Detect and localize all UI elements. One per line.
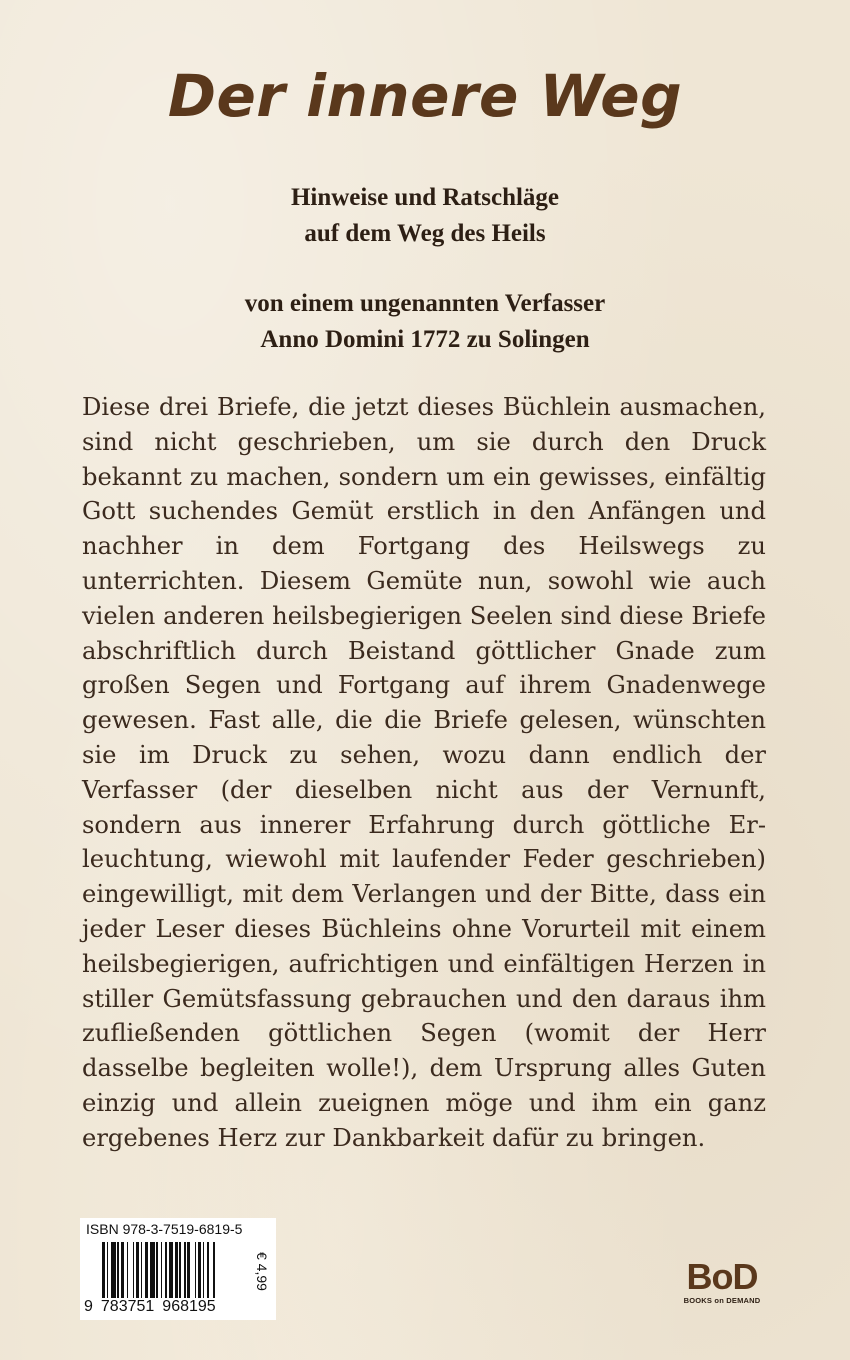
author-line-1: von einem ungenannten Verfasser (244, 290, 606, 317)
price-label: € 4,99 (254, 1252, 270, 1291)
subtitle-line-2: auf dem Weg des Heils (304, 220, 546, 247)
author-line-2: Anno Domini 1772 zu Solingen (260, 326, 590, 353)
publisher-logo (674, 1258, 770, 1305)
blurb-text: Diese drei Briefe, die jetzt dieses Büchlein ausmachen, sind nicht geschrieben, um sie durch den Druck bekannt zu machen, sondern um ein gewisses, einfältig Gott suchendes Gemüt erstlich in den Anfängen und nachher in dem Fortgang des Heilswegs zu unterrichten. Diesem Gemüte nun, sowohl wie auch vielen anderen heilsbegierigen Seelen sind diese Briefe abschriftlich durch Beistand göttlicher Gnade zum großen Segen und Fortgang auf ihrem Gnadenwege gewesen. Fast alle, die die Briefe gelesen, wünschten sie im Druck zu sehen, wozu dann endlich der Verfasser (der dieselben nicht aus der Vernunft, sondern aus innerer Erfahrung durch göttliche Erleuchtung, wiewohl mit laufender Feder geschrieben) eingewilligt, mit dem Verlangen und der Bitte, dass ein jeder Leser dieses Büchleins ohne Vorurteil mit einem heilsbegierigen, aufrichtigen und einfältigen Herzen in stiller Gemütsfassung gebrauchen und den daraus ihm zufließenden göttlichen Segen (womit der Herr dasselbe begleiten wolle!), dem Ursprung alles Guten einzig und allein zueignen möge und ihm ein ganz ergebenes Herz zur Dankbarkeit dafür zu bringen. (82, 393, 766, 1152)
barcode-digit-group-1: 783751 (100, 1298, 155, 1315)
barcode-bar (215, 1242, 218, 1298)
subtitle-line-1: Hinweise und Ratschläge (290, 184, 560, 211)
subtitle (0, 180, 850, 252)
barcode-bars (102, 1242, 250, 1298)
bod-tagline: BOOKS on DEMAND (683, 1296, 761, 1305)
barcode-digit-prefix: 9 (84, 1298, 93, 1315)
isbn-barcode (80, 1218, 276, 1320)
isbn-label: ISBN 978-3-7519-6819-5 (86, 1221, 243, 1237)
author-info (0, 286, 850, 358)
barcode-digit-group-2: 968195 (162, 1298, 216, 1315)
bod-logo-text: BoD (686, 1256, 758, 1297)
book-title: Der innere Weg (167, 62, 683, 130)
barcode-digits (84, 1298, 254, 1316)
